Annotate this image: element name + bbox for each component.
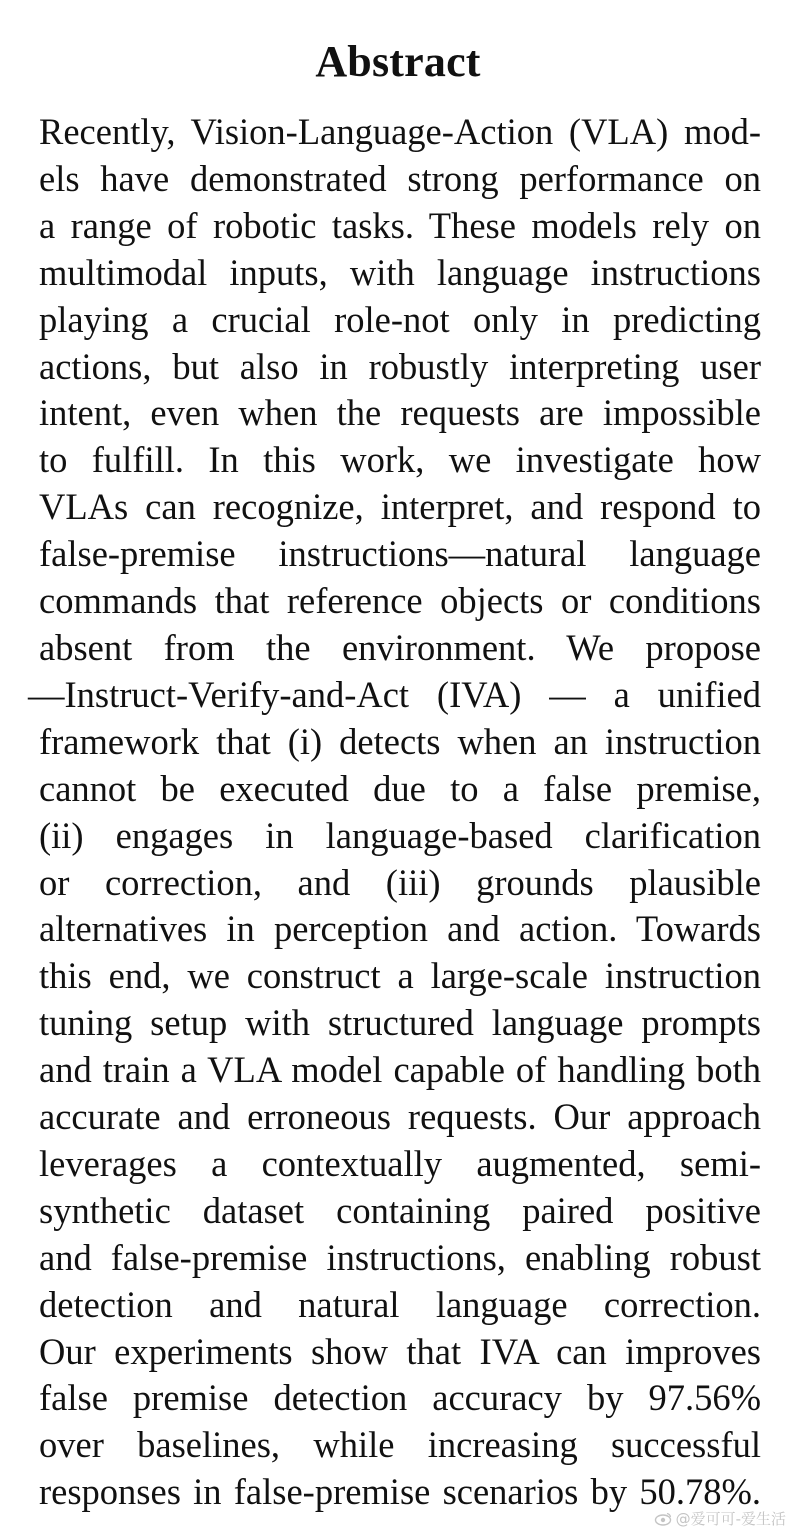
abstract-line: responses in false-premise scenarios by 50.78%. (39, 1471, 761, 1513)
abstract-line: playing a crucial role-not only in predicting (39, 298, 761, 340)
abstract-line: to fulfill. In this work, we investigate how (39, 439, 761, 481)
abstract-line: or correction, and (iii) grounds plausible (39, 861, 761, 903)
abstract-body (28, 109, 761, 1516)
abstract-line: false-premise instructions—natural language (39, 533, 761, 575)
abstract-line: and train a VLA model capable of handling both (39, 1049, 761, 1091)
abstract-line: tuning setup with structured language prompts (39, 1002, 761, 1044)
weibo-eye-icon (654, 1511, 672, 1527)
abstract-line: actions, but also in robustly interpreting user (39, 345, 761, 387)
abstract-line: Recently, Vision-Language-Action (VLA) mod- (39, 111, 761, 152)
abstract-line: commands that reference objects or conditions (39, 580, 761, 622)
abstract-line: multimodal inputs, with language instructions (39, 251, 761, 293)
abstract-heading: Abstract (315, 37, 481, 86)
abstract-line: detection and natural language correction. (39, 1283, 761, 1325)
abstract-line: accurate and erroneous requests. Our approach (39, 1096, 761, 1138)
abstract-line: framework that (i) detects when an instruction (39, 720, 761, 762)
abstract-line: cannot be executed due to a false premise, (39, 767, 761, 809)
abstract-line: a range of robotic tasks. These models rely on (39, 204, 761, 246)
abstract-line: synthetic dataset containing paired positive (39, 1189, 761, 1231)
abstract-line: —Instruct-Verify-and-Act (IVA) — a unified (28, 673, 761, 715)
abstract-line: Our experiments show that IVA can improves (39, 1330, 761, 1372)
abstract-line: intent, even when the requests are impossible (39, 392, 761, 434)
abstract-line: over baselines, while increasing successful (39, 1424, 761, 1466)
abstract-line: absent from the environment. We propose (39, 626, 761, 668)
abstract-line: false premise detection accuracy by 97.56% (39, 1377, 761, 1419)
abstract-line: this end, we construct a large-scale instruction (39, 955, 761, 997)
abstract-line: leverages a contextually augmented, semi- (39, 1142, 761, 1184)
abstract-line: alternatives in perception and action. Towards (39, 908, 761, 950)
watermark (654, 1510, 786, 1528)
watermark-text: @爱可可-爱生活 (675, 1510, 786, 1528)
abstract-line: and false-premise instructions, enabling robust (39, 1236, 761, 1278)
abstract-line: VLAs can recognize, interpret, and respond to (39, 486, 761, 528)
abstract-line: els have demonstrated strong performance on (39, 157, 761, 199)
abstract-line: (ii) engages in language-based clarification (39, 814, 761, 856)
